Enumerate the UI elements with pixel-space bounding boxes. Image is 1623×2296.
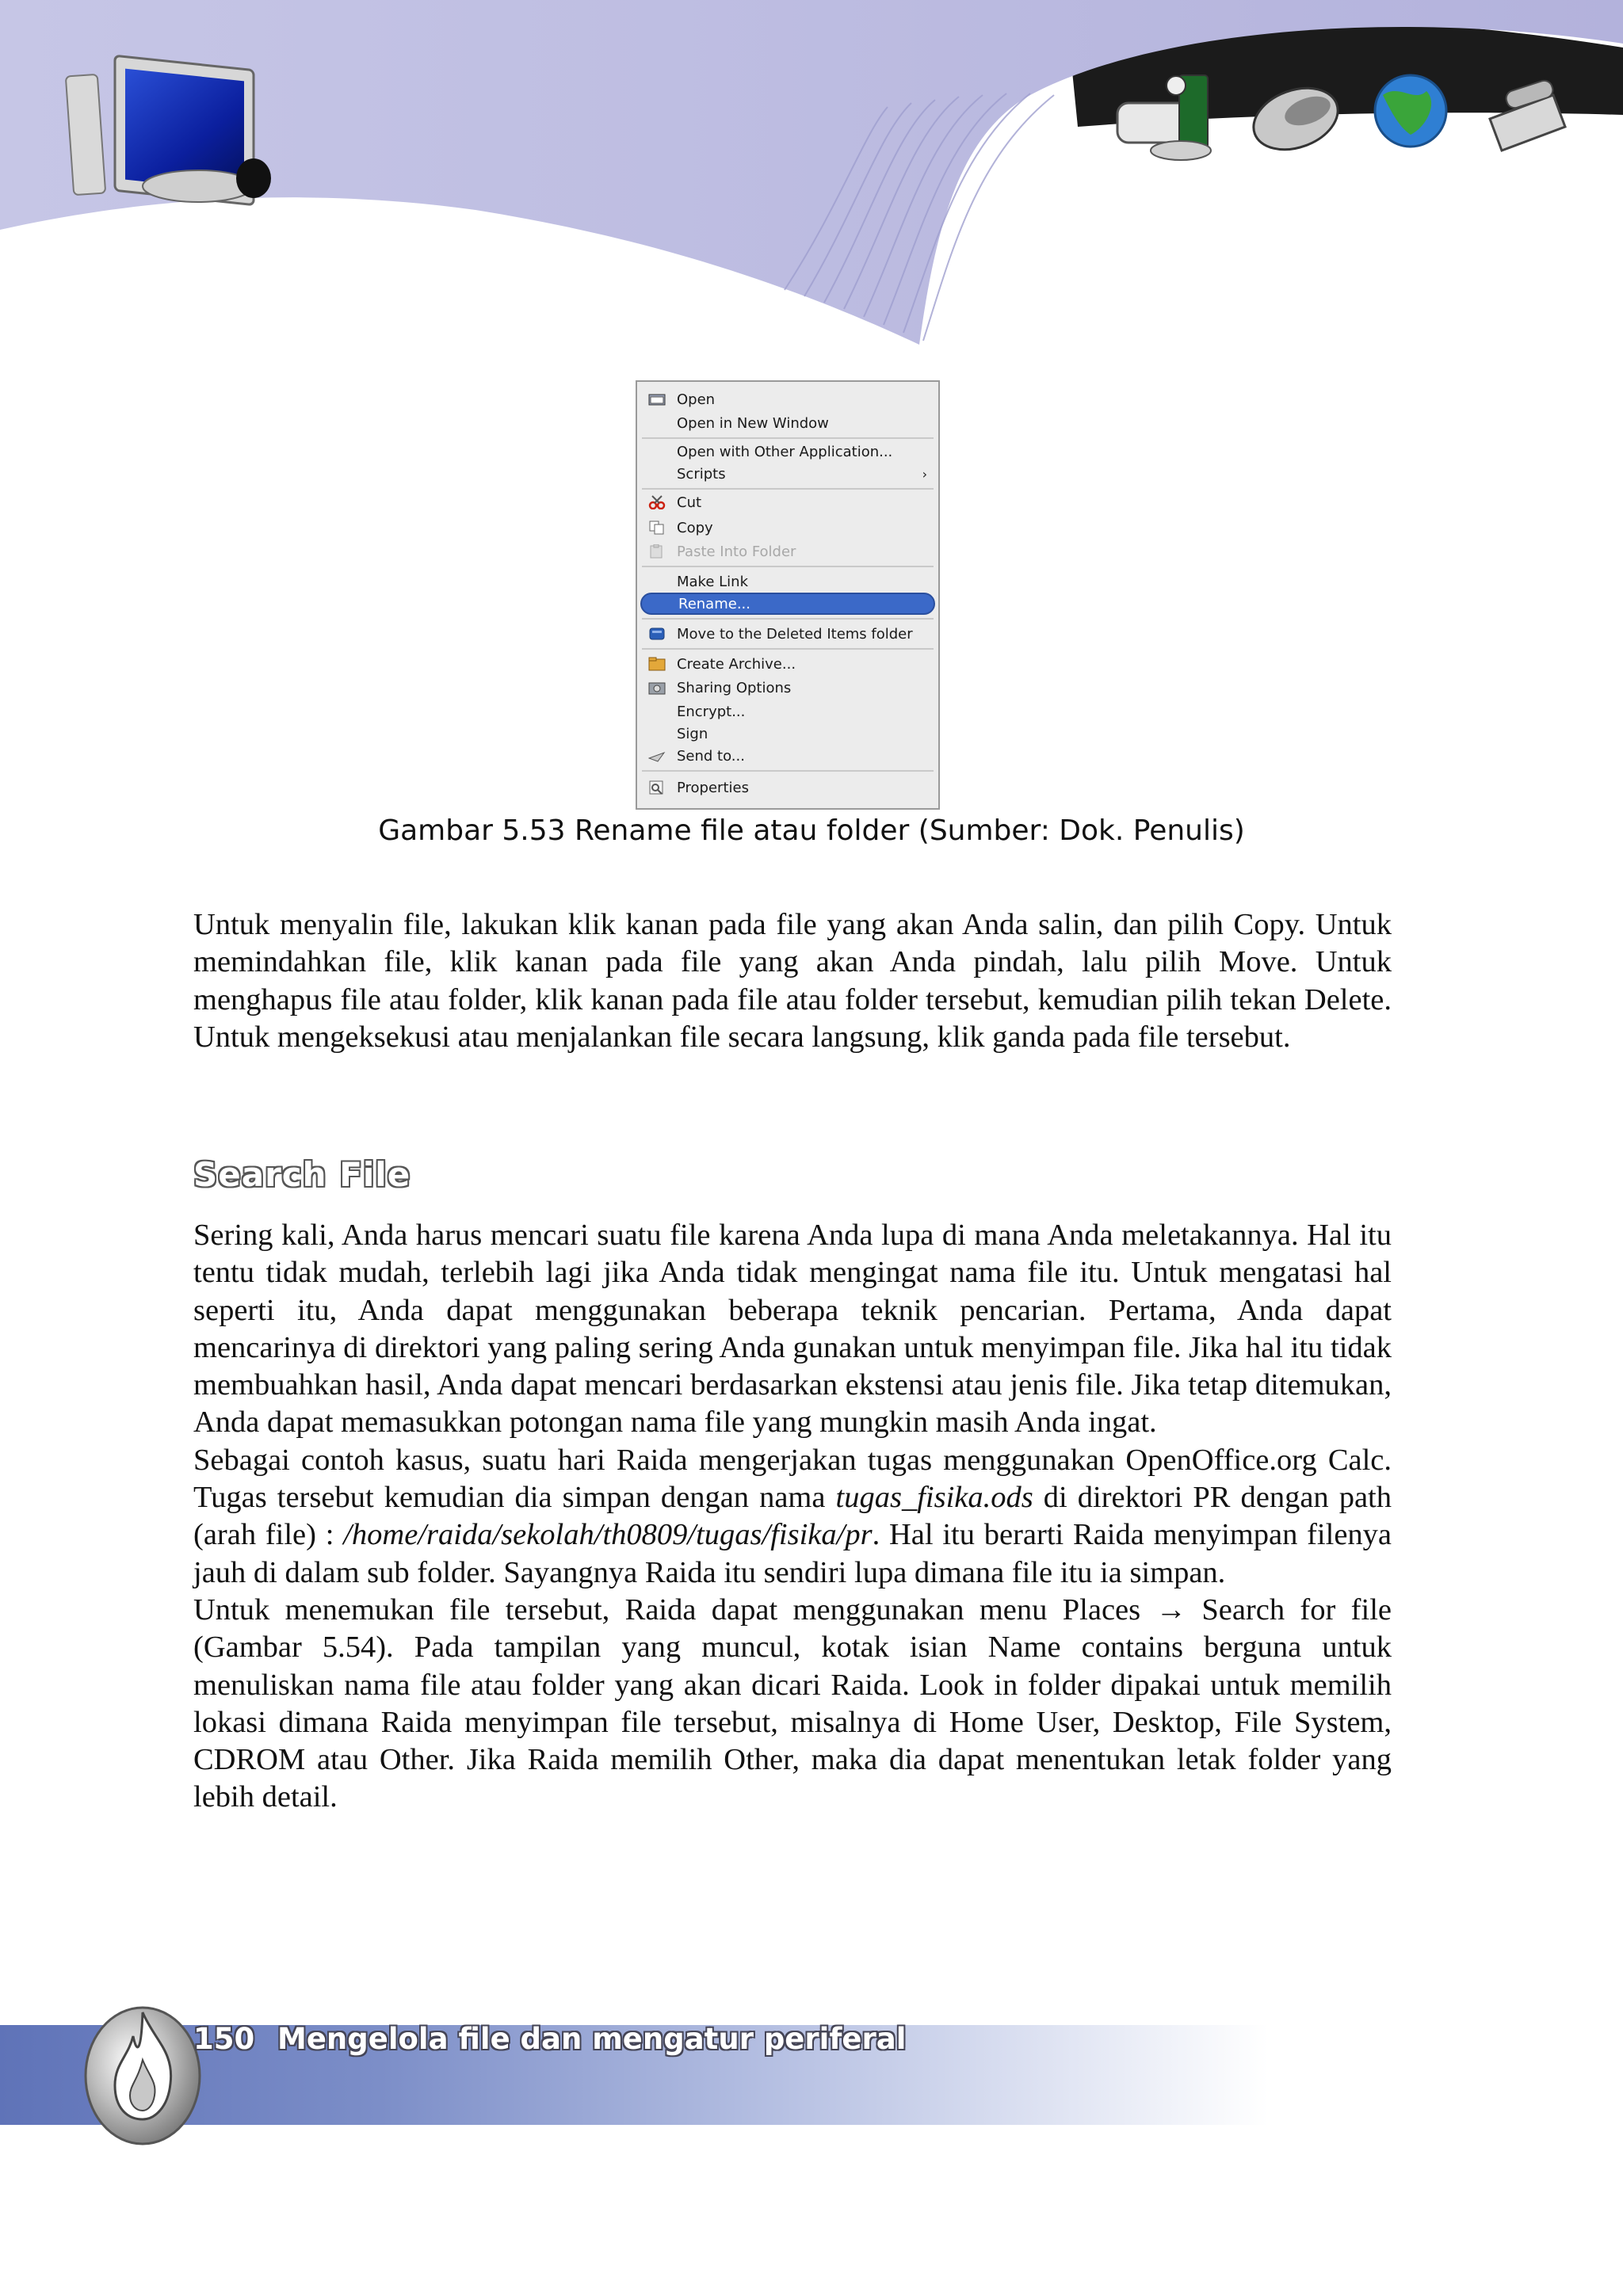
menu-item-properties[interactable] (640, 776, 935, 799)
menu-item-label: Sign (677, 725, 708, 742)
menu-item-scripts[interactable] (640, 463, 935, 485)
body-text: Untuk menemukan file tersebut, Raida dapat menggunakan menu Places → Search for file (Gambar 5.54). Pada tampilan yang muncul, kotak isian Name contains berguna untuk menuliskan nama file atau folder yang akan dicari Raida. Look in folder dipakai untuk memilih lokasi dimana Raida menyimpan file tersebut, misalnya di Home User, Desktop, File System, CDROM atau Other. Jika Raida memilih Other, maka dia dapat menentukan letak folder yang lebih detail. (193, 1592, 1392, 1814)
menu-item-encrypt[interactable] (640, 700, 935, 723)
trash-icon (648, 627, 666, 641)
menu-separator (642, 566, 934, 567)
text-span: . Hal itu berarti Raida menyimpan filenya jauh di dalam sub folder. Sayangnya Raida itu sendiri lupa dimana file itu ia simpan. (193, 1518, 1392, 1589)
menu-item-open-new-window[interactable] (640, 412, 935, 434)
text-span: di direktori PR dengan path (arah file) : (193, 1481, 1392, 1552)
header-decoration (0, 0, 1623, 364)
paste-icon (648, 544, 666, 559)
menu-item-sign[interactable] (640, 723, 935, 745)
menu-item-open-with[interactable] (640, 441, 935, 463)
menu-item-label: Scripts (677, 465, 726, 482)
menu-item-label: Open in New Window (677, 414, 829, 432)
search-file-body (193, 1217, 1392, 1817)
menu-separator (642, 648, 934, 650)
menu-item-label: Rename... (678, 595, 750, 612)
menu-item-label: Copy (677, 519, 713, 536)
menu-item-label: Cut (677, 494, 702, 511)
menu-item-paste[interactable] (640, 540, 935, 563)
menu-item-label: Open with Other Application... (677, 443, 893, 460)
body-text: Sering kali, Anda harus mencari suatu file karena Anda lupa di mana Anda meletakannya. Hal itu tentu tidak mudah, terlebih lagi jika Anda tidak mengingat nama file itu. Untuk mengatasi hal seperti itu, Anda dapat menggunakan beberapa teknik pencarian. Pertama, Anda dapat mencarinya di direktori yang paling sering Anda gunakan untuk menyimpan file. Jika hal itu tidak membuahkan hasil, Anda dapat mencari berdasarkan ekstensi atau jenis file. Jika tetap ditemukan, Anda dapat memasukkan potongan nama file yang mungkin masih Anda ingat. (193, 1219, 1392, 1440)
menu-item-label: Sharing Options (677, 679, 792, 696)
computer-icon (66, 55, 271, 204)
globe-icon (1375, 75, 1446, 147)
menu-item-label: Create Archive... (677, 655, 796, 673)
page-number: 150 (193, 2022, 255, 2056)
menu-item-label: Send to... (677, 747, 745, 765)
paragraph-copy-move-delete (193, 906, 1392, 1056)
menu-item-open[interactable] (640, 388, 935, 410)
file-name: tugas_fisika.ods (835, 1481, 1033, 1515)
menu-item-move-to-deleted[interactable] (640, 623, 935, 645)
open-folder-icon (648, 392, 666, 406)
scissors-icon (648, 495, 666, 509)
chapter-title: Mengelola file dan mengatur periferal (277, 2022, 907, 2056)
text-span: Sebagai contoh kasus, suatu hari Raida mengerjakan tugas menggunakan OpenOffice.org Calc. Tugas tersebut kemudian dia simpan dengan nama (193, 1443, 1392, 1515)
menu-item-sharing-options[interactable] (640, 677, 935, 699)
context-menu (636, 380, 940, 810)
body-text (193, 1442, 1392, 1592)
menu-item-rename[interactable] (640, 593, 935, 615)
archive-icon (648, 657, 666, 671)
menu-separator (642, 488, 934, 490)
menu-item-copy[interactable] (640, 517, 935, 539)
menu-item-label: Paste Into Folder (677, 543, 796, 560)
flame-disc-icon (79, 1981, 206, 2149)
send-icon (648, 749, 666, 763)
figure-caption: Gambar 5.53 Rename file atau folder (Sumber: Dok. Penulis) (378, 814, 1245, 847)
file-path: /home/raida/sekolah/th0809/tugas/fisika/pr (343, 1518, 873, 1552)
body-text: Untuk menyalin file, lakukan klik kanan pada file yang akan Anda salin, dan pilih Copy. Untuk memindahkan file, klik kanan pada file yang akan Anda pindah, lalu pilih Move. Untuk menghapus file atau folder, klik kanan pada file atau folder tersebut, kemudian pilih tekan Delete. Untuk mengeksekusi atau menjalankan file secara langsung, klik ganda pada file tersebut. (193, 908, 1392, 1054)
share-icon (648, 681, 666, 695)
menu-item-label: Properties (677, 779, 749, 796)
copy-icon (648, 521, 666, 535)
menu-item-create-archive[interactable] (640, 653, 935, 675)
menu-separator (642, 770, 934, 772)
menu-separator (642, 618, 934, 620)
menu-item-label: Make Link (677, 573, 748, 590)
chevron-right-icon: › (922, 466, 927, 482)
menu-item-make-link[interactable] (640, 570, 935, 593)
menu-separator (642, 437, 934, 439)
menu-item-cut[interactable] (640, 491, 935, 513)
menu-item-label: Open (677, 391, 716, 408)
menu-item-label: Encrypt... (677, 703, 746, 720)
menu-item-send-to[interactable] (640, 745, 935, 767)
section-heading: Search File (193, 1155, 411, 1194)
menu-item-label: Move to the Deleted Items folder (677, 625, 913, 643)
properties-icon (648, 780, 666, 795)
